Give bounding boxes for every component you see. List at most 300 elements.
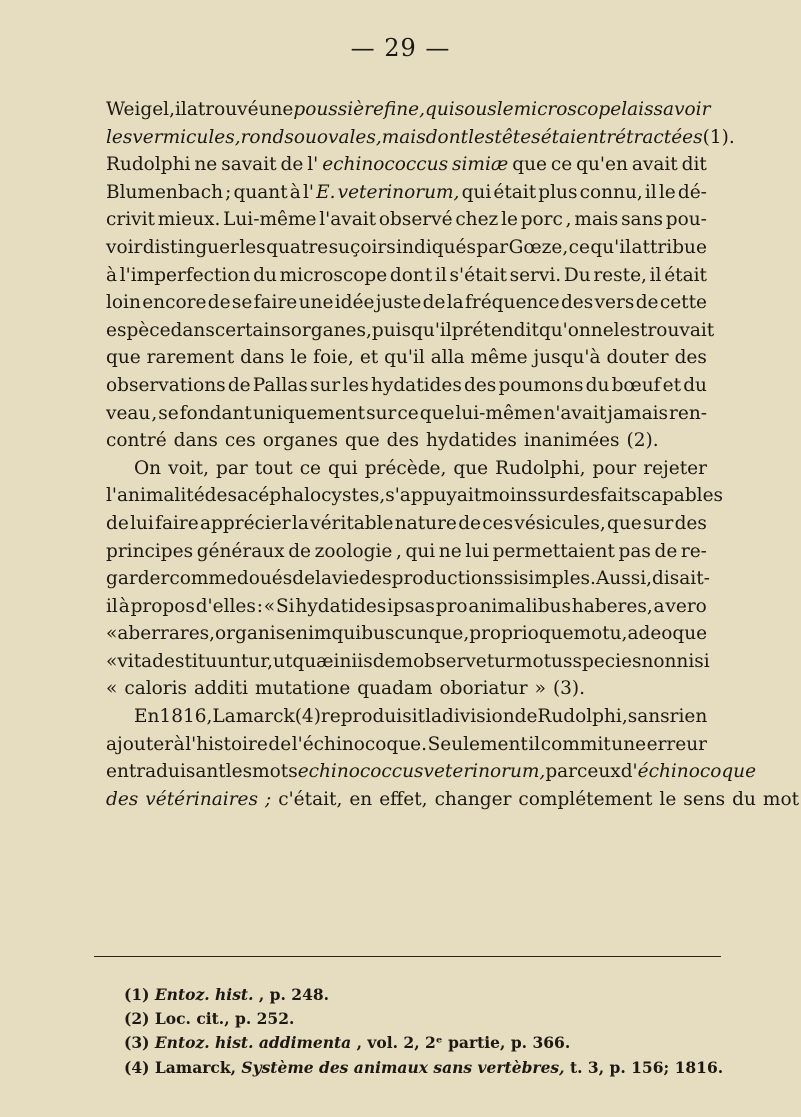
word: doués (236, 568, 293, 590)
word: le (496, 99, 514, 120)
word: pou- (665, 209, 707, 231)
word: productions (391, 568, 504, 590)
word: quibuscunque, (331, 623, 470, 645)
word: il (644, 181, 657, 203)
word: caloris (124, 678, 188, 700)
word: rejeter (643, 457, 707, 479)
word: pro (435, 595, 468, 617)
word: des (674, 512, 707, 534)
word: suçoirs (328, 236, 396, 258)
word: sur (366, 402, 397, 424)
word: organes (290, 319, 366, 341)
word: les (239, 236, 266, 258)
word: de (458, 512, 481, 534)
footnote-text: Entoz. hist. addimenta (154, 1033, 352, 1053)
word: ajouter (106, 733, 174, 755)
word: reproduisit (320, 706, 426, 728)
text-line (106, 675, 707, 703)
word: ipsas (387, 595, 435, 617)
word: zoologie (314, 540, 393, 562)
text-line (106, 593, 707, 621)
word: ceux (577, 761, 621, 783)
word: une (298, 292, 334, 314)
word: des (359, 568, 392, 590)
word: que (512, 154, 547, 176)
word: fréquence (465, 292, 560, 314)
footnote-text: (3) (124, 1033, 155, 1053)
word: étaient (540, 126, 607, 148)
word: mieux. (157, 209, 221, 231)
word: quant (233, 181, 288, 203)
word: division (442, 706, 515, 728)
word: observetur (413, 650, 515, 672)
word: haberes, (571, 595, 653, 617)
word: dont (425, 126, 469, 148)
word: veterinorum, (337, 181, 460, 203)
word: douter (606, 347, 669, 369)
word: (2). (626, 430, 659, 452)
word: plus (538, 181, 578, 203)
word: échinocoque (637, 761, 757, 783)
word: tout (254, 457, 293, 479)
word: dit (681, 154, 707, 176)
word: à (173, 733, 185, 755)
word: porc (520, 209, 563, 231)
word: dé- (677, 181, 707, 203)
word: echinococcus (322, 154, 449, 176)
word: ronds (240, 126, 294, 148)
word: ou (293, 126, 317, 148)
word: species (572, 650, 642, 672)
word: les (342, 374, 369, 396)
word: contré (106, 430, 167, 452)
word: que (453, 457, 489, 479)
word: la (425, 706, 443, 728)
word: de (227, 374, 251, 396)
word: sans (627, 706, 670, 728)
text-line (106, 482, 724, 510)
word: ovales, (316, 126, 382, 148)
word: têtes (494, 126, 541, 148)
word: le (658, 181, 676, 203)
word: qu'on (538, 319, 591, 341)
footnote-text: , vol. 2, 2ᵉ partie, p. 366. (351, 1033, 571, 1053)
word: l'échinocoque. (291, 733, 428, 755)
word: reste, (593, 264, 647, 286)
word: les (613, 319, 641, 341)
word: chez (455, 209, 499, 231)
word: « (263, 595, 276, 617)
word: Weigel, (106, 99, 175, 120)
footnotes (124, 983, 723, 1080)
footnote-text: Entoz. hist. (154, 985, 254, 1004)
word: qu'en (576, 154, 628, 176)
text-line (106, 427, 707, 455)
word: était (664, 264, 707, 286)
word: Pallas (252, 374, 308, 396)
word: de (207, 292, 231, 314)
word: mais (381, 126, 426, 148)
word: qu'il (384, 347, 425, 369)
word: prétendit (451, 319, 539, 341)
text-line (106, 151, 707, 179)
word: vie (332, 568, 360, 590)
body-text (106, 96, 800, 813)
word: même (470, 347, 528, 369)
word: ren- (669, 402, 707, 424)
word: sur (643, 512, 674, 534)
word: , (396, 540, 402, 562)
text-line (106, 648, 710, 676)
word: , (151, 402, 158, 424)
word: qui (461, 181, 492, 203)
word: encore (142, 292, 207, 314)
word: de (422, 292, 446, 314)
word: mutatione (255, 678, 351, 700)
word: propos (130, 595, 195, 617)
word: rarement (146, 347, 235, 369)
word: faits (599, 485, 641, 507)
word: vésicules, (514, 512, 606, 534)
word: enim (285, 623, 332, 645)
word: ce (397, 402, 419, 424)
word: 1816, (159, 706, 213, 728)
word: lui (465, 540, 490, 562)
text-line (106, 786, 800, 814)
word: attribue (631, 236, 707, 258)
word: de (635, 292, 659, 314)
word: uniquement (252, 402, 366, 424)
word: il (106, 595, 118, 617)
word: distinguer (142, 236, 239, 258)
text-line (106, 372, 707, 400)
word: Si (275, 595, 295, 617)
word: dont (389, 264, 433, 286)
word: qu'il (590, 236, 632, 258)
word: sous (454, 99, 497, 120)
word: dans (240, 347, 285, 369)
word: de (280, 154, 304, 176)
word: vita (117, 650, 153, 672)
text-line (106, 400, 707, 428)
word: « (106, 678, 118, 700)
word: une (258, 99, 294, 120)
word: à (118, 595, 130, 617)
footnote-text: (1) (124, 985, 155, 1004)
word: Rudolphi (106, 154, 191, 176)
word: sens (683, 788, 726, 810)
word: se (231, 292, 253, 314)
word: , (366, 319, 372, 341)
word: voir (674, 99, 711, 120)
word: Gœze, (508, 236, 569, 258)
word: (1). (702, 126, 735, 148)
word: d' (620, 761, 638, 783)
word: de (106, 512, 129, 534)
word: vero (665, 595, 707, 617)
footnote-text: t. 3, p. 156; 1816. (564, 1057, 724, 1077)
word: ce (299, 457, 321, 479)
word: oboriatur (439, 678, 528, 700)
word: a (186, 99, 198, 120)
word: avait (631, 154, 678, 176)
word: microscope (513, 99, 622, 120)
word: microscope (279, 264, 388, 286)
footnote-text: Système des animaux sans vertèbres, (241, 1057, 565, 1077)
word: (4) (294, 706, 321, 728)
word: si (503, 568, 519, 590)
word: iisdem (351, 650, 414, 672)
word: simples. (518, 568, 596, 590)
text-line (106, 289, 707, 317)
footnote (124, 983, 723, 1007)
word: par (476, 236, 509, 258)
word: le (659, 788, 677, 810)
word: d'elles (195, 595, 256, 617)
word: (3). (552, 678, 586, 700)
word: lui (130, 512, 154, 534)
word: ces (224, 430, 256, 452)
word: indiqués (396, 236, 476, 258)
word: re- (680, 540, 707, 562)
word: la (446, 292, 464, 314)
footnote (124, 1007, 723, 1031)
word: complétement (518, 788, 653, 810)
word: mot (762, 788, 800, 810)
word: organes (262, 430, 338, 452)
word: pour (592, 457, 637, 479)
page-number: — 29 — (350, 34, 451, 62)
word: il (434, 264, 447, 286)
word: que (344, 430, 380, 452)
word: aberrares, (117, 623, 216, 645)
word: des (204, 485, 237, 507)
word: observé (378, 209, 453, 231)
word: capables (640, 485, 724, 507)
word: sur (537, 485, 568, 507)
word: : (256, 595, 263, 617)
word: juste (375, 292, 422, 314)
word: poussière (293, 99, 384, 120)
word: voit, (168, 457, 209, 479)
word: l'imperfection (119, 264, 251, 286)
word: puisqu'il (371, 319, 452, 341)
word: ; (225, 181, 232, 203)
word: » (534, 678, 546, 700)
word: ces (482, 512, 514, 534)
word: moins (481, 485, 538, 507)
word: des (560, 292, 594, 314)
word: « (106, 623, 118, 645)
word: faire (155, 512, 199, 534)
word: à (106, 264, 118, 286)
word: du (253, 264, 277, 286)
word: motu, (573, 623, 628, 645)
word: précède, (364, 457, 447, 479)
word: comme (169, 568, 237, 590)
word: rétractées (606, 126, 703, 148)
text-line (106, 96, 711, 124)
word: trouvait (640, 319, 715, 341)
word: dans (170, 319, 215, 341)
word: et (359, 347, 379, 369)
word: il (528, 733, 541, 755)
word: crivit (106, 209, 155, 231)
word: mais (574, 209, 619, 231)
word: il (174, 99, 187, 120)
word: fondant (179, 402, 252, 424)
word: ce (550, 154, 573, 176)
word: ne (194, 154, 218, 176)
text-line (106, 262, 707, 290)
text-line (106, 124, 735, 152)
word: alla (430, 347, 465, 369)
word: qui (328, 457, 358, 479)
word: lui-même (455, 402, 543, 424)
word: Lamarck (212, 706, 295, 728)
footnote-text: (2) Loc. cit., p. 252. (124, 1009, 295, 1029)
word: le (501, 209, 518, 231)
text-line (106, 455, 707, 483)
word: disait- (652, 568, 710, 590)
word: des (106, 788, 139, 810)
word: echinococcus (297, 761, 424, 783)
word: servi. (509, 264, 562, 286)
word: apprécier (200, 512, 291, 534)
word: dans (173, 430, 218, 452)
word: in (333, 650, 352, 672)
word: additi (194, 678, 249, 700)
text-line (106, 234, 707, 262)
word: que (106, 347, 141, 369)
word: Rudolphi, (537, 706, 628, 728)
word: l'animalité (106, 485, 205, 507)
word: par (545, 761, 578, 783)
word: de (514, 706, 538, 728)
word: du (732, 788, 756, 810)
word: observations (106, 374, 226, 396)
word: Aussi, (595, 568, 652, 590)
word: foie, (313, 347, 354, 369)
word: faire (253, 292, 298, 314)
word: espèce (106, 319, 171, 341)
footnote-text: (4) Lamarck, (124, 1057, 242, 1077)
word: de (654, 540, 678, 562)
word: ut (273, 650, 293, 672)
word: de (292, 568, 316, 590)
word: à (289, 181, 301, 203)
word: l'avait (319, 209, 377, 231)
text-line (106, 179, 707, 207)
word: qui (425, 99, 455, 120)
text-line (106, 620, 707, 648)
word: adeoque (627, 623, 708, 645)
word: hydatides (425, 430, 517, 452)
text-line (106, 510, 707, 538)
word: Blumenbach (106, 181, 223, 203)
text-line (106, 731, 707, 759)
word: de (288, 540, 311, 562)
word: quæ (292, 650, 334, 672)
text-line (106, 538, 707, 566)
word: nature (394, 512, 457, 534)
word: destituuntur, (152, 650, 274, 672)
word: connu, (579, 181, 643, 203)
word: organis (215, 623, 286, 645)
word: quadam (357, 678, 433, 700)
word: généraux (196, 540, 285, 562)
word: il (649, 264, 662, 286)
footnote (124, 1056, 723, 1080)
word: jusqu'à (533, 347, 601, 369)
word: certains (214, 319, 291, 341)
word: « (106, 650, 118, 672)
word: du (683, 374, 707, 396)
word: E. (316, 181, 336, 203)
word: motus (514, 650, 573, 672)
word: ne (590, 319, 614, 341)
word: par (215, 457, 248, 479)
word: les (468, 126, 495, 148)
word: en (349, 788, 373, 810)
word: que (419, 402, 455, 424)
word: , (379, 485, 386, 507)
word: traduisant (128, 761, 226, 783)
word: a (653, 595, 665, 617)
word: les (106, 126, 133, 148)
text-line (106, 758, 757, 786)
word: veau (106, 402, 151, 424)
footnote-separator (94, 956, 721, 957)
word: des (674, 347, 707, 369)
word: se (158, 402, 179, 424)
word: en (106, 761, 129, 783)
word: En (134, 706, 160, 728)
word: Du (563, 264, 591, 286)
word: animalibus (468, 595, 571, 617)
word: garder (106, 568, 170, 590)
word: proprioque (469, 623, 574, 645)
word: mots (252, 761, 298, 783)
text-line (106, 565, 710, 593)
word: veterinorum, (423, 761, 546, 783)
word: inanimées (523, 430, 620, 452)
word: s'appuyait (385, 485, 482, 507)
word: bœuf (611, 374, 661, 396)
word: erreur (646, 733, 707, 755)
word: une (611, 733, 647, 755)
text-line (106, 317, 715, 345)
word: était (493, 181, 537, 203)
word: et (662, 374, 682, 396)
word: savait (221, 154, 277, 176)
word: On (134, 457, 162, 479)
word: acéphalocystes (236, 485, 380, 507)
word: qui (405, 540, 436, 562)
word: fine, (383, 99, 425, 120)
word: jamais (607, 402, 669, 424)
word: idée (334, 292, 375, 314)
word: l' (307, 154, 319, 176)
word: commit (540, 733, 611, 755)
word: changer (434, 788, 512, 810)
word: des (464, 374, 497, 396)
word: les (225, 761, 253, 783)
word: hydatides (295, 595, 387, 617)
word: n'avait (543, 402, 607, 424)
word: vétérinaires (145, 788, 258, 810)
word: hydatides (370, 374, 462, 396)
